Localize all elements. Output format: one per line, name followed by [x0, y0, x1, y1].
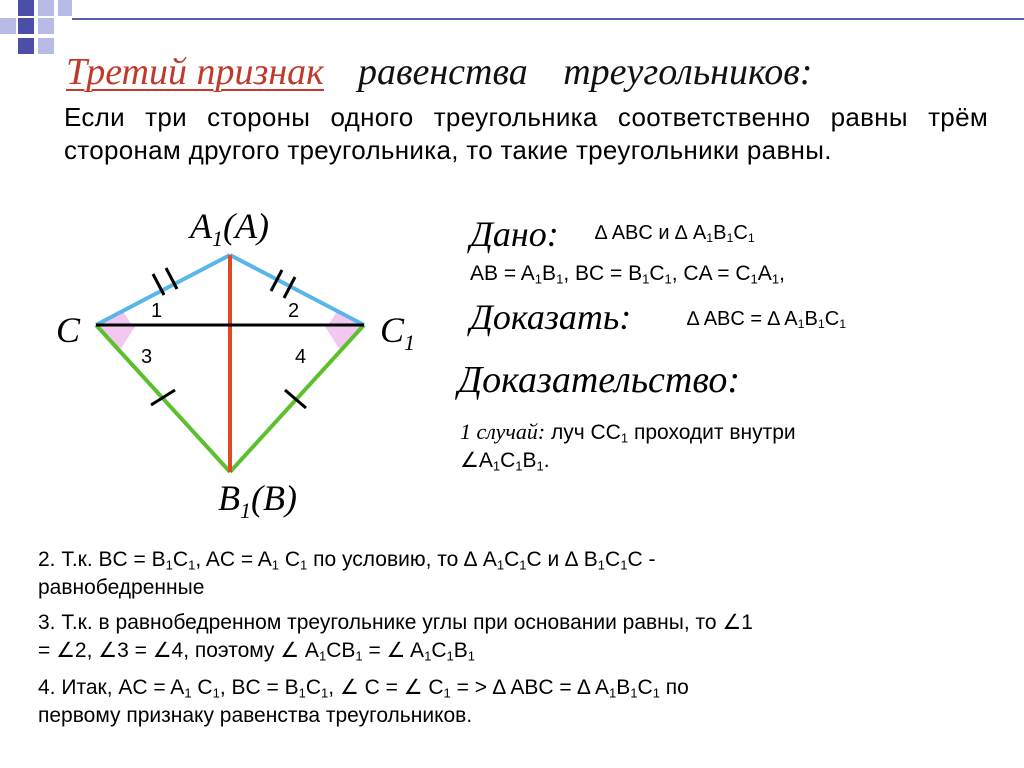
angle-number-4: 4	[295, 346, 307, 368]
header-rule	[72, 18, 1024, 20]
corner-square	[18, 18, 34, 34]
corner-square	[18, 38, 34, 54]
title-rest: равенства треугольников:	[357, 51, 813, 93]
proof-step-4: 4. Итак, AC = $A_1$ $C_1$, BC = $B_1C_1$, ∠ C = ∠ $C_1$ = > ∆ ABC = ∆ $A_1B_1C_1$ по первому признаку равенства треугольников.	[38, 676, 689, 727]
corner-square	[18, 0, 34, 16]
angle-number-1: 1	[151, 300, 163, 322]
angle-number-3: 3	[141, 346, 153, 368]
proof-step-2: 2. Т.к. BC = $B_1C_1$, AC = $A_1$ $C_1$ по условию, то ∆ $A_1C_1C$ и ∆ $B_1C_1C$ - равнобедренные	[38, 548, 656, 599]
slide-title	[66, 50, 986, 94]
label-b1: $B_1(B)$	[218, 478, 297, 523]
corner-square	[38, 18, 54, 34]
triangle-diagram	[40, 200, 440, 540]
corner-square	[38, 38, 54, 54]
prove-heading: Доказать:	[470, 297, 632, 337]
corner-square	[38, 0, 54, 16]
given-heading: Дано:	[470, 214, 559, 254]
angle-number-2: 2	[288, 300, 300, 322]
corner-square	[58, 0, 72, 16]
proof-step-3: 3. Т.к. в равнобедренном треугольнике углы при основании равны, то ∠1 = ∠2, ∠3 = ∠4, поэтому ∠ $A_1CB_1$ = ∠ $A_1C_1B_1$	[38, 611, 753, 664]
proof-heading: Доказательство:	[458, 359, 741, 401]
given-equalities: AB = $A_1B_1$, BC = $B_1C_1$, CA = $C_1A_1$,	[470, 262, 785, 287]
given-triangles: ∆ ABC и ∆ $A_1B_1C_1$	[595, 222, 755, 246]
label-c1: $C_1$	[380, 310, 416, 355]
title-highlight: Третий признак	[66, 51, 324, 93]
corner-square	[0, 18, 16, 34]
prove-statement: ∆ ABC = ∆ $A_1B_1C_1$	[687, 308, 847, 332]
proof-case-1: 1 случай: луч $CC_1$ проходит внутри $\angle A_1C_1B_1$.	[460, 419, 796, 474]
label-a1: $A_1(A)$	[190, 206, 269, 251]
label-c: C	[56, 310, 81, 350]
theorem-text: Если три стороны одного треугольника соответственно равны трём сторонам другого треугольника, то такие треугольники равны.	[64, 102, 988, 165]
